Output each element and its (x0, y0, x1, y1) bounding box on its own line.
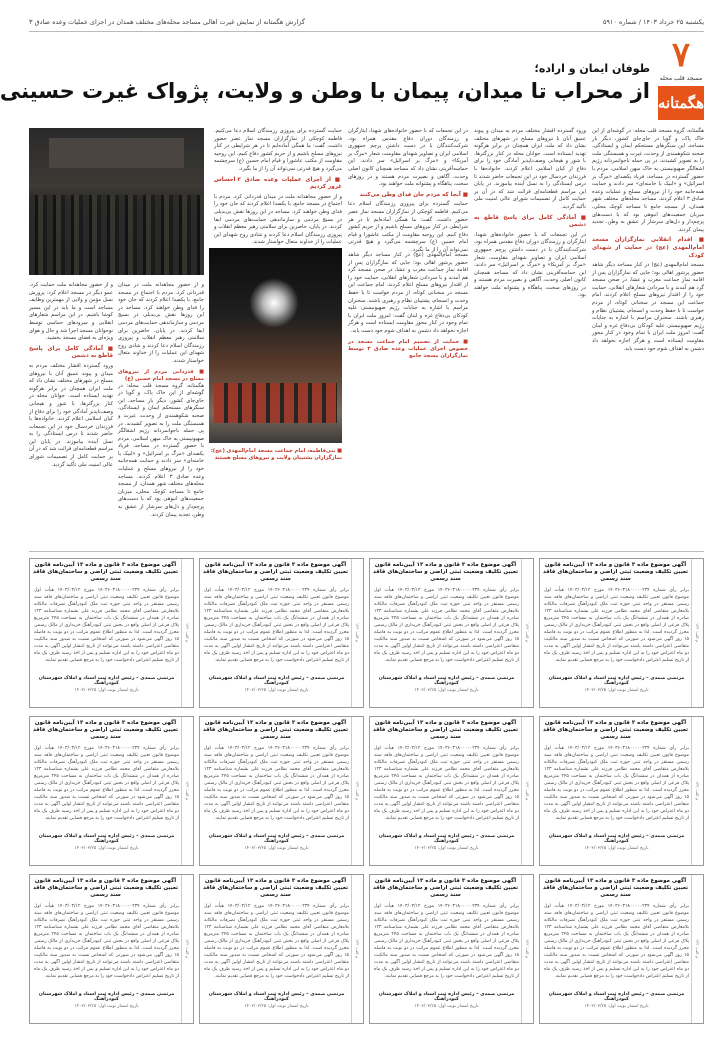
ad-title: آگهی موضوع ماده ۳ قانون و ماده ۱۳ آیین‌نامه قانون تعیین تکلیف وضعیت ثبتی اراضی و ساختمان‌های فاقد سند رسمی (542, 878, 689, 898)
ad-title: آگهی موضوع ماده ۳ قانون و ماده ۱۳ آیین‌نامه قانون تعیین تکلیف وضعیت ثبتی اراضی و ساختمان‌های فاقد سند رسمی (372, 878, 519, 898)
subheading: ■ از اجرای عملیات وعده صادق ۳ احساس غرور کردیم (214, 176, 342, 191)
legal-ad (29, 716, 194, 866)
article-text: مسجد امام‌المهدی (عج) در کنار مساجد دیگر شاهد حضور پرشور اهالی بود؛ جایی که نمازگزاران پس از اقامه نماز جماعت مغرب و عشا، در صحن مسجد گرد هم آمدند و با سردادن شعارهای انقلابی، حمایت خود را از اقتدار نیروهای مسلح اعلام کردند. امام جماعت این مسجد در سخنانی کوتاه، از مردم خواست تا با حفظ وحدت و انسجام، پشتیبان نظام و رهبری باشند. سخنران مراسم با اشاره به جنایات رژیم صهیونیستی علیه کودکان بی‌دفاع غزه و لبنان گفت: امروز ملت ایران با تمام وجود در کنار محور مقاومت ایستاده است و هرگز اجازه نخواهد داد دشمن به اهداف شوم خود دست یابد. (348, 252, 468, 334)
ad-date: تاریخ انتشار نوبت اول: ۱۴۰۳/۰۳/۲۵ (74, 1004, 139, 1009)
ad-signature: مرتضی صمدی – رئیس اداره ثبت اسناد و املاک شهرستان کبودرآهنگ (378, 676, 515, 686)
page-number: ۷ (671, 35, 691, 75)
ad-stub: م الف: ۱۴۲ (691, 559, 703, 707)
ad-title: آگهی موضوع ماده ۳ قانون و ماده ۱۳ آیین‌نامه قانون تعیین تکلیف وضعیت ثبتی اراضی و ساختمان‌های فاقد سند رسمی (372, 562, 519, 582)
ad-stub: م الف: ۱۴۲ (181, 717, 193, 865)
photo-caption: ■ قدردانی مردم از نیروهای مسلح در مسجد امام حسین (ع) (118, 368, 204, 382)
article-text: در این تجمعات که با حضور خانواده‌های شهدا، ایثارگران و رزمندگان دوران دفاع مقدس همراه بود، شرکت‌کنندگان با در دست داشتن پرچم جمهوری اسلامی ایران و تصاویر شهدای مقاومت، شعار «مرگ بر آمریکا» و «مرگ بر اسرائیل» سر دادند. این حماسه‌آفرینی نشان داد که مساجد همچنان کانون اصلی وحدت، آگاهی و بصیرت مردم هستند و در روزهای سخت، پناهگاه و پشتوانه ملت خواهند بود. (474, 231, 586, 299)
article-text: ورود گسترده اقشار مختلف مردم به میدان و پیوند عمیق آنان با نیروهای مسلح در شهرهای مختلف نشان داد که ملت ایران همچنان در برابر هرگونه تهدید ایستاده است. جوانان محله در کنار بزرگترها، با شور و هیجانی وصف‌ناپذیر آمادگی خود را برای دفاع از کیان اسلامی اعلام کردند. خانواده‌ها با فرزندان خردسال خود در این تجمعات حاضر شدند تا درس ایستادگی را به نسل آینده بیاموزند. در پایان این مراسم قطعنامه‌ای قرائت شد که در آن بر حمایت کامل از تصمیمات شورای عالی امنیت ملی تأکید گردید. (474, 128, 586, 210)
ad-signature: مرتضی صمدی – رئیس اداره ثبت اسناد و املاک شهرستان کبودرآهنگ (548, 676, 685, 686)
legal-ad (539, 716, 704, 866)
ad-signature: مرتضی صمدی – رئیس اداره ثبت اسناد و املاک شهرستان کبودرآهنگ (378, 834, 515, 844)
top-bar (29, 14, 704, 30)
section-label: مسجد قلب محله (659, 75, 703, 82)
article-text: و از حضور مجاهدانه ملت در میدان قدردانی کرد. مردم با اجتماع در مسجد جامع، با یکصدا اعلام کردند که جان خود را فدای وطن خواهند کرد. مساجد در این روزها نقش بی‌بدیلی در بسیج مردمی و سازماندهی حمایت‌های مردمی ایفا کردند. در پایان، حاضرین برای سلامتی رهبر معظم انقلاب و پیروزی رزمندگان اسلام دعا کردند و شادی روح شهدای این عملیات را از خداوند متعال خواستار شدند. (118, 282, 204, 364)
ad-body: برابر رأی شماره ۱۴۰۳۶۰۳۱۸۰۰۰۰۰۲۳۴ مورخ ۱۴۰۳/۰۳/۱۲ هیأت اول موضوع قانون تعیین تکلیف وضعیت ثبتی اراضی و ساختمان‌های فاقد سند رسمی مستقر در واحد ثبتی حوزه ثبت ملک کبودرآهنگ تصرفات مالکانه بلامعارض متقاضی آقای محمد نظامی فرزند علی بشماره شناسنامه ۱۲۳ صادره از همدان در ششدانگ یک باب ساختمان به مساحت ۲۴۵ مترمربع پلاک فرعی از اصلی واقع در بخش ثبتی کبودرآهنگ خریداری از مالک رسمی محرز گردیده است. لذا به منظور اطلاع عموم مراتب در دو نوبت به فاصله ۱۵ روز آگهی می‌شود در صورتی که اشخاص نسبت به صدور سند مالکیت متقاضی اعتراضی داشته باشند می‌توانند از تاریخ انتشار اولین آگهی به مدت دو ماه اعتراض خود را به این اداره تسلیم و پس از اخذ رسید ظرف یک ماه از تاریخ تسلیم اعتراض دادخواست خود را به مرجع قضایی تقدیم نمایند. (374, 746, 520, 821)
article-kicker: طوفان ایمان و اراده؛ (534, 62, 650, 75)
article-text: حمایت گسترده برای پیروزی رزمندگان اسلام دعا می‌کنیم. فاطمه کوچکی از نمازگزاران مسجد نماز عصر حضور داشت، گفت: ما همگی آماده‌ایم تا در هر شرایطی در کنار نیروهای مسلح باشیم و از حریم کشور دفاع کنیم. این روحیه مقاومت از مکتب عاشورا و قیام امام حسین (ع) سرچشمه می‌گیرد و هیچ قدرتی نمی‌تواند آن را از ما بگیرد. (214, 128, 342, 172)
stage-lights (249, 278, 299, 328)
ad-body: برابر رأی شماره ۱۴۰۳۶۰۳۱۸۰۰۰۰۰۲۳۴ مورخ ۱۴۰۳/۰۳/۱۲ هیأت اول موضوع قانون تعیین تکلیف وضعیت ثبتی اراضی و ساختمان‌های فاقد سند رسمی مستقر در واحد ثبتی حوزه ثبت ملک کبودرآهنگ تصرفات مالکانه بلامعارض متقاضی آقای محمد نظامی فرزند علی بشماره شناسنامه ۱۲۳ صادره از همدان در ششدانگ یک باب ساختمان به مساحت ۲۴۵ مترمربع پلاک فرعی از اصلی واقع در بخش ثبتی کبودرآهنگ خریداری از مالک رسمی محرز گردیده است. لذا به منظور اطلاع عموم مراتب در دو نوبت به فاصله ۱۵ روز آگهی می‌شود در صورتی که اشخاص نسبت به صدور سند مالکیت متقاضی اعتراضی داشته باشند می‌توانند از تاریخ انتشار اولین آگهی به مدت دو ماه اعتراض خود را به این اداره تسلیم و پس از اخذ رسید ظرف یک ماه از تاریخ تسلیم اعتراض دادخواست خود را به مرجع قضایی تقدیم نمایند. (544, 746, 690, 821)
section-badge (658, 36, 704, 120)
legal-ad (539, 874, 704, 1024)
ad-body: برابر رأی شماره ۱۴۰۳۶۰۳۱۸۰۰۰۰۰۲۳۴ مورخ ۱۴۰۳/۰۳/۱۲ هیأت اول موضوع قانون تعیین تکلیف وضعیت ثبتی اراضی و ساختمان‌های فاقد سند رسمی مستقر در واحد ثبتی حوزه ثبت ملک کبودرآهنگ تصرفات مالکانه بلامعارض متقاضی آقای محمد نظامی فرزند علی بشماره شناسنامه ۱۲۳ صادره از همدان در ششدانگ یک باب ساختمان به مساحت ۲۴۵ مترمربع پلاک فرعی از اصلی واقع در بخش ثبتی کبودرآهنگ خریداری از مالک رسمی محرز گردیده است. لذا به منظور اطلاع عموم مراتب در دو نوبت به فاصله ۱۵ روز آگهی می‌شود در صورتی که اشخاص نسبت به صدور سند مالکیت متقاضی اعتراضی داشته باشند می‌توانند از تاریخ انتشار اولین آگهی به مدت دو ماه اعتراض خود را به این اداره تسلیم و پس از اخذ رسید ظرف یک ماه از تاریخ تسلیم اعتراض دادخواست خود را به مرجع قضایی تقدیم نمایند. (204, 746, 350, 821)
ad-body: برابر رأی شماره ۱۴۰۳۶۰۳۱۸۰۰۰۰۰۲۳۴ مورخ ۱۴۰۳/۰۳/۱۲ هیأت اول موضوع قانون تعیین تکلیف وضعیت ثبتی اراضی و ساختمان‌های فاقد سند رسمی مستقر در واحد ثبتی حوزه ثبت ملک کبودرآهنگ تصرفات مالکانه بلامعارض متقاضی آقای محمد نظامی فرزند علی بشماره شناسنامه ۱۲۳ صادره از همدان در ششدانگ یک باب ساختمان به مساحت ۲۴۵ مترمربع پلاک فرعی از اصلی واقع در بخش ثبتی کبودرآهنگ خریداری از مالک رسمی محرز گردیده است. لذا به منظور اطلاع عموم مراتب در دو نوبت به فاصله ۱۵ روز آگهی می‌شود در صورتی که اشخاص نسبت به صدور سند مالکیت متقاضی اعتراضی داشته باشند می‌توانند از تاریخ انتشار اولین آگهی به مدت دو ماه اعتراض خود را به این اداره تسلیم و پس از اخذ رسید ظرف یک ماه از تاریخ تسلیم اعتراض دادخواست خود را به مرجع قضایی تقدیم نمایند. (544, 904, 690, 979)
mosque-crowd-photo (29, 128, 204, 275)
ad-body: برابر رأی شماره ۱۴۰۳۶۰۳۱۸۰۰۰۰۰۲۳۴ مورخ ۱۴۰۳/۰۳/۱۲ هیأت اول موضوع قانون تعیین تکلیف وضعیت ثبتی اراضی و ساختمان‌های فاقد سند رسمی مستقر در واحد ثبتی حوزه ثبت ملک کبودرآهنگ تصرفات مالکانه بلامعارض متقاضی آقای محمد نظامی فرزند علی بشماره شناسنامه ۱۲۳ صادره از همدان در ششدانگ یک باب ساختمان به مساحت ۲۴۵ مترمربع پلاک فرعی از اصلی واقع در بخش ثبتی کبودرآهنگ خریداری از مالک رسمی محرز گردیده است. لذا به منظور اطلاع عموم مراتب در دو نوبت به فاصله ۱۵ روز آگهی می‌شود در صورتی که اشخاص نسبت به صدور سند مالکیت متقاضی اعتراضی داشته باشند می‌توانند از تاریخ انتشار اولین آگهی به مدت دو ماه اعتراض خود را به این اداره تسلیم و پس از اخذ رسید ظرف یک ماه از تاریخ تسلیم اعتراض دادخواست خود را به مرجع قضایی تقدیم نمایند. (374, 588, 520, 663)
ad-stub: م الف: ۱۴۲ (351, 875, 363, 1023)
ad-signature: مرتضی صمدی – رئیس اداره ثبت اسناد و املاک شهرستان کبودرآهنگ (548, 992, 685, 1002)
red-chairs (214, 383, 337, 423)
ad-title: آگهی موضوع ماده ۳ قانون و ماده ۱۳ آیین‌نامه قانون تعیین تکلیف وضعیت ثبتی اراضی و ساختمان‌های فاقد سند رسمی (202, 562, 349, 582)
ad-body: برابر رأی شماره ۱۴۰۳۶۰۳۱۸۰۰۰۰۰۲۳۴ مورخ ۱۴۰۳/۰۳/۱۲ هیأت اول موضوع قانون تعیین تکلیف وضعیت ثبتی اراضی و ساختمان‌های فاقد سند رسمی مستقر در واحد ثبتی حوزه ثبت ملک کبودرآهنگ تصرفات مالکانه بلامعارض متقاضی آقای محمد نظامی فرزند علی بشماره شناسنامه ۱۲۳ صادره از همدان در ششدانگ یک باب ساختمان به مساحت ۲۴۵ مترمربع پلاک فرعی از اصلی واقع در بخش ثبتی کبودرآهنگ خریداری از مالک رسمی محرز گردیده است. لذا به منظور اطلاع عموم مراتب در دو نوبت به فاصله ۱۵ روز آگهی می‌شود در صورتی که اشخاص نسبت به صدور سند مالکیت متقاضی اعتراضی داشته باشند می‌توانند از تاریخ انتشار اولین آگهی به مدت دو ماه اعتراض خود را به این اداره تسلیم و پس از اخذ رسید ظرف یک ماه از تاریخ تسلیم اعتراض دادخواست خود را به مرجع قضایی تقدیم نمایند. (34, 588, 180, 663)
ad-date: تاریخ انتشار نوبت اول: ۱۴۰۳/۰۳/۲۵ (584, 1004, 649, 1009)
ad-date: تاریخ انتشار نوبت اول: ۱۴۰۳/۰۳/۲۵ (244, 846, 309, 851)
ad-date: تاریخ انتشار نوبت اول: ۱۴۰۳/۰۳/۲۵ (584, 688, 649, 693)
article-column-3 (348, 128, 468, 253)
ad-stub: م الف: ۱۴۲ (521, 559, 533, 707)
ad-stub: م الف: ۱۴۲ (521, 875, 533, 1023)
legal-ad (369, 558, 534, 708)
ad-title: آگهی موضوع ماده ۳ قانون و ماده ۱۳ آیین‌نامه قانون تعیین تکلیف وضعیت ثبتی اراضی و ساختمان‌های فاقد سند رسمی (32, 878, 179, 898)
ad-title: آگهی موضوع ماده ۳ قانون و ماده ۱۳ آیین‌نامه قانون تعیین تکلیف وضعیت ثبتی اراضی و ساختمان‌های فاقد سند رسمی (202, 878, 349, 898)
ad-body: برابر رأی شماره ۱۴۰۳۶۰۳۱۸۰۰۰۰۰۲۳۴ مورخ ۱۴۰۳/۰۳/۱۲ هیأت اول موضوع قانون تعیین تکلیف وضعیت ثبتی اراضی و ساختمان‌های فاقد سند رسمی مستقر در واحد ثبتی حوزه ثبت ملک کبودرآهنگ تصرفات مالکانه بلامعارض متقاضی آقای محمد نظامی فرزند علی بشماره شناسنامه ۱۲۳ صادره از همدان در ششدانگ یک باب ساختمان به مساحت ۲۴۵ مترمربع پلاک فرعی از اصلی واقع در بخش ثبتی کبودرآهنگ خریداری از مالک رسمی محرز گردیده است. لذا به منظور اطلاع عموم مراتب در دو نوبت به فاصله ۱۵ روز آگهی می‌شود در صورتی که اشخاص نسبت به صدور سند مالکیت متقاضی اعتراضی داشته باشند می‌توانند از تاریخ انتشار اولین آگهی به مدت دو ماه اعتراض خود را به این اداره تسلیم و پس از اخذ رسید ظرف یک ماه از تاریخ تسلیم اعتراض دادخواست خود را به مرجع قضایی تقدیم نمایند. (34, 904, 180, 979)
ad-date: تاریخ انتشار نوبت اول: ۱۴۰۳/۰۳/۲۵ (414, 1004, 479, 1009)
ad-date: تاریخ انتشار نوبت اول: ۱۴۰۳/۰۳/۲۵ (244, 1004, 309, 1009)
ad-body: برابر رأی شماره ۱۴۰۳۶۰۳۱۸۰۰۰۰۰۲۳۴ مورخ ۱۴۰۳/۰۳/۱۲ هیأت اول موضوع قانون تعیین تکلیف وضعیت ثبتی اراضی و ساختمان‌های فاقد سند رسمی مستقر در واحد ثبتی حوزه ثبت ملک کبودرآهنگ تصرفات مالکانه بلامعارض متقاضی آقای محمد نظامی فرزند علی بشماره شناسنامه ۱۲۳ صادره از همدان در ششدانگ یک باب ساختمان به مساحت ۲۴۵ مترمربع پلاک فرعی از اصلی واقع در بخش ثبتی کبودرآهنگ خریداری از مالک رسمی محرز گردیده است. لذا به منظور اطلاع عموم مراتب در دو نوبت به فاصله ۱۵ روز آگهی می‌شود در صورتی که اشخاص نسبت به صدور سند مالکیت متقاضی اعتراضی داشته باشند می‌توانند از تاریخ انتشار اولین آگهی به مدت دو ماه اعتراض خود را به این اداره تسلیم و پس از اخذ رسید ظرف یک ماه از تاریخ تسلیم اعتراض دادخواست خود را به مرجع قضایی تقدیم نمایند. (544, 588, 690, 663)
article-column-5 (29, 282, 113, 544)
legal-ad (29, 558, 194, 708)
article-column-1 (592, 128, 704, 543)
ad-signature: مرتضی صمدی – رئیس اداره ثبت اسناد و املاک شهرستان کبودرآهنگ (378, 992, 515, 1002)
ad-signature: مرتضی صمدی – رئیس اداره ثبت اسناد و املاک شهرستان کبودرآهنگ (548, 834, 685, 844)
subheading: ■ اقدام انقلابی نمازگزاران مسجد امام‌المهدی (عج) در حمایت از شهدای کودک (592, 237, 704, 259)
ad-body: برابر رأی شماره ۱۴۰۳۶۰۳۱۸۰۰۰۰۰۲۳۴ مورخ ۱۴۰۳/۰۳/۱۲ هیأت اول موضوع قانون تعیین تکلیف وضعیت ثبتی اراضی و ساختمان‌های فاقد سند رسمی مستقر در واحد ثبتی حوزه ثبت ملک کبودرآهنگ تصرفات مالکانه بلامعارض متقاضی آقای محمد نظامی فرزند علی بشماره شناسنامه ۱۲۳ صادره از همدان در ششدانگ یک باب ساختمان به مساحت ۲۴۵ مترمربع پلاک فرعی از اصلی واقع در بخش ثبتی کبودرآهنگ خریداری از مالک رسمی محرز گردیده است. لذا به منظور اطلاع عموم مراتب در دو نوبت به فاصله ۱۵ روز آگهی می‌شود در صورتی که اشخاص نسبت به صدور سند مالکیت متقاضی اعتراضی داشته باشند می‌توانند از تاریخ انتشار اولین آگهی به مدت دو ماه اعتراض خود را به این اداره تسلیم و پس از اخذ رسید ظرف یک ماه از تاریخ تسلیم اعتراض دادخواست خود را به مرجع قضایی تقدیم نمایند. (374, 904, 520, 979)
ad-stub: م الف: ۱۴۲ (181, 559, 193, 707)
subheading: ■ آمادگی کامل برای پاسخ قاطع به دشمن (474, 214, 586, 229)
ad-signature: مرتضی صمدی – رئیس اداره ثبت اسناد و املاک شهرستان کبودرآهنگ (208, 676, 345, 686)
ads-rule (29, 551, 704, 552)
article-column-7 (348, 252, 468, 542)
ad-stub: م الف: ۱۴۲ (691, 717, 703, 865)
photo-crowd (29, 195, 204, 275)
ad-stub: م الف: ۱۴۲ (351, 717, 363, 865)
photo-banner (49, 138, 184, 168)
ad-signature: مرتضی صمدی – رئیس اداره ثبت اسناد و املاک شهرستان کبودرآهنگ (38, 676, 175, 686)
ad-signature: مرتضی صمدی – رئیس اداره ثبت اسناد و املاک شهرستان کبودرآهنگ (38, 992, 175, 1002)
legal-ad (369, 874, 534, 1024)
article-column-2 (474, 128, 586, 543)
header-rule (29, 31, 704, 32)
article-headline: از محراب تا میدان، پیمان با وطن و ولایت، پژواک غیرت حسینی (0, 79, 650, 103)
article-text: در این تجمعات که با حضور خانواده‌های شهدا، ایثارگران و رزمندگان دوران دفاع مقدس همراه بود، شرکت‌کنندگان با در دست داشتن پرچم جمهوری اسلامی ایران و تصاویر شهدای مقاومت، شعار «مرگ بر آمریکا» و «مرگ بر اسرائیل» سر دادند. این حماسه‌آفرینی نشان داد که مساجد همچنان کانون اصلی وحدت، آگاهی و بصیرت مردم هستند و در روزهای سخت، پناهگاه و پشتوانه ملت خواهند بود. (348, 128, 468, 188)
subheading: ■ آنجا که مردم جان فدای وطن می‌کنند (359, 191, 468, 198)
legal-ad (199, 874, 364, 1024)
photo-caption: ■ حمایت از تصمیم امام جماعت مسجد در خصوص اجرای عملیات وعده صادق ۳ توسط نمازگزاران مسجد جامع (348, 338, 468, 359)
ad-date: تاریخ انتشار نوبت اول: ۱۴۰۳/۰۳/۲۵ (584, 846, 649, 851)
ad-date: تاریخ انتشار نوبت اول: ۱۴۰۳/۰۳/۲۵ (414, 688, 479, 693)
ad-title: آگهی موضوع ماده ۳ قانون و ماده ۱۳ آیین‌نامه قانون تعیین تکلیف وضعیت ثبتی اراضی و ساختمان‌های فاقد سند رسمی (32, 562, 179, 582)
ad-title: آگهی موضوع ماده ۳ قانون و ماده ۱۳ آیین‌نامه قانون تعیین تکلیف وضعیت ثبتی اراضی و ساختمان‌های فاقد سند رسمی (202, 720, 349, 740)
article-text: حمایت گسترده برای پیروزی رزمندگان اسلام دعا می‌کنیم. فاطمه کوچکی از نمازگزاران مسجد نماز عصر حضور داشت، گفت: ما همگی آماده‌ایم تا در هر شرایطی در کنار نیروهای مسلح باشیم و از حریم کشور دفاع کنیم. این روحیه مقاومت از مکتب عاشورا و قیام امام حسین (ع) سرچشمه می‌گیرد و هیچ قدرتی نمی‌تواند آن را از ما بگیرد. (348, 201, 468, 253)
ad-title: آگهی موضوع ماده ۳ قانون و ماده ۱۳ آیین‌نامه قانون تعیین تکلیف وضعیت ثبتی اراضی و ساختمان‌های فاقد سند رسمی (542, 562, 689, 582)
article-text: ورود گسترده اقشار مختلف مردم به میدان و پیوند عمیق آنان با نیروهای مسلح در شهرهای مختلف نشان داد که ملت ایران همچنان در برابر هرگونه تهدید ایستاده است. جوانان محله در کنار بزرگترها، با شور و هیجانی وصف‌ناپذیر آمادگی خود را برای دفاع از کیان اسلامی اعلام کردند. خانواده‌ها با فرزندان خردسال خود در این تجمعات حاضر شدند تا درس ایستادگی را به نسل آینده بیاموزند. در پایان این مراسم قطعنامه‌ای قرائت شد که در آن بر حمایت کامل از تصمیمات شورای عالی امنیت ملی تأکید گردید. (29, 362, 113, 468)
newspaper-logo: هگمتانه (658, 86, 704, 120)
legal-ads-grid (29, 558, 704, 1030)
ad-stub: م الف: ۱۴۲ (691, 875, 703, 1023)
article-text: هگمتانه، گروه مسجد قلب محله: در گوشه‌ای از این خاک پاک، و گویا در جای‌جای کشور، دیگر بار مساجد، این سنگرهای مستحکم ایمان و ایستادگی، صحنه شکوهمندی از وحدت، غیرت و همبستگی ملت را به تصویر کشیدند. در پی حمله ناجوانمردانه رژیم اشغالگر صهیونیستی به خاک میهن اسلامی، مردم با حضور گسترده در مساجد، فریاد یکصدای «مرگ بر اسرائیل» و «لبیک یا خامنه‌ای» سر دادند و حمایت همه‌جانبه خود را از نیروهای مسلح و عملیات وعده صادق ۳ اعلام کردند. مساجد محله‌های مختلف شهر همدان، از مسجد جامع تا مساجد کوچک محلی، میزبان جمعیت‌های انبوهی بود که با دست‌های پرچم‌دار و دل‌های سرشار از عشق به وطن، تجدید پیمان کردند. (592, 128, 704, 233)
article-text: و از حضور مجاهدانه ملت حمایت کرد. عمو دیگر در مسجد اعلام کرد: پرورش نسل مؤمن و ولایی از مهمترین وظایف مساجد است و ما باید در این مسیر کوشا باشیم. در این مراسم شعارهای انقلابی و سرودهای حماسی توسط نوجوانان مسجد اجرا شد و حال و هوای ویژه‌ای به فضای مسجد بخشید. (29, 282, 113, 342)
issue-info: یکشنبه ۲۵ خرداد ۱۴۰۳ / شماره ۵۹۱۰ (602, 18, 704, 26)
ad-body: برابر رأی شماره ۱۴۰۳۶۰۳۱۸۰۰۰۰۰۲۳۴ مورخ ۱۴۰۳/۰۳/۱۲ هیأت اول موضوع قانون تعیین تکلیف وضعیت ثبتی اراضی و ساختمان‌های فاقد سند رسمی مستقر در واحد ثبتی حوزه ثبت ملک کبودرآهنگ تصرفات مالکانه بلامعارض متقاضی آقای محمد نظامی فرزند علی بشماره شناسنامه ۱۲۳ صادره از همدان در ششدانگ یک باب ساختمان به مساحت ۲۴۵ مترمربع پلاک فرعی از اصلی واقع در بخش ثبتی کبودرآهنگ خریداری از مالک رسمی محرز گردیده است. لذا به منظور اطلاع عموم مراتب در دو نوبت به فاصله ۱۵ روز آگهی می‌شود در صورتی که اشخاص نسبت به صدور سند مالکیت متقاضی اعتراضی داشته باشند می‌توانند از تاریخ انتشار اولین آگهی به مدت دو ماه اعتراض خود را به این اداره تسلیم و پس از اخذ رسید ظرف یک ماه از تاریخ تسلیم اعتراض دادخواست خود را به مرجع قضایی تقدیم نمایند. (34, 746, 180, 821)
legal-ad (29, 874, 194, 1024)
ad-stub: م الف: ۱۴۲ (351, 559, 363, 707)
ad-stub: م الف: ۱۴۲ (521, 717, 533, 865)
ad-signature: مرتضی صمدی – رئیس اداره ثبت اسناد و املاک شهرستان کبودرآهنگ (38, 834, 175, 844)
night-gathering-photo (209, 248, 342, 443)
article-text: و از حضور مجاهدانه ملت در میدان قدردانی کرد. مردم با اجتماع در مسجد جامع، با یکصدا اعلام کردند که جان خود را فدای وطن خواهند کرد. مساجد در این روزها نقش بی‌بدیلی در بسیج مردمی و سازماندهی حمایت‌های مردمی ایفا کردند. در پایان، حاضرین برای سلامتی رهبر معظم انقلاب و پیروزی رزمندگان اسلام دعا کردند و شادی روح شهدای این عملیات را از خداوند متعال خواستار شدند. (214, 193, 342, 246)
article-column-6 (118, 282, 204, 544)
article-text: مسجد امام‌المهدی (عج) در کنار مساجد دیگر شاهد حضور پرشور اهالی بود؛ جایی که نمازگزاران پس از اقامه نماز جماعت مغرب و عشا، در صحن مسجد گرد هم آمدند و با سردادن شعارهای انقلابی، حمایت خود را از اقتدار نیروهای مسلح اعلام کردند. امام جماعت این مسجد در سخنانی کوتاه، از مردم خواست تا با حفظ وحدت و انسجام، پشتیبان نظام و رهبری باشند. سخنران مراسم با اشاره به جنایات رژیم صهیونیستی علیه کودکان بی‌دفاع غزه و لبنان گفت: امروز ملت ایران با تمام وجود در کنار محور مقاومت ایستاده است و هرگز اجازه نخواهد داد دشمن به اهداف شوم خود دست یابد. (592, 262, 704, 352)
legal-ad (199, 716, 364, 866)
ad-title: آگهی موضوع ماده ۳ قانون و ماده ۱۳ آیین‌نامه قانون تعیین تکلیف وضعیت ثبتی اراضی و ساختمان‌های فاقد سند رسمی (32, 720, 179, 740)
legal-ad (369, 716, 534, 866)
legal-ad (539, 558, 704, 708)
ad-date: تاریخ انتشار نوبت اول: ۱۴۰۳/۰۳/۲۵ (74, 688, 139, 693)
subheading: ■ آمادگی کامل برای پاسخ قاطع به دشمن (29, 345, 113, 360)
photo-caption: ■ بنی‌فاطمه، امام جماعت مسجد امام‌المهدی (عج): نمازگزاران پشتیبان ولایت و نیروهای مسلح هستند (210, 448, 342, 461)
ad-body: برابر رأی شماره ۱۴۰۳۶۰۳۱۸۰۰۰۰۰۲۳۴ مورخ ۱۴۰۳/۰۳/۱۲ هیأت اول موضوع قانون تعیین تکلیف وضعیت ثبتی اراضی و ساختمان‌های فاقد سند رسمی مستقر در واحد ثبتی حوزه ثبت ملک کبودرآهنگ تصرفات مالکانه بلامعارض متقاضی آقای محمد نظامی فرزند علی بشماره شناسنامه ۱۲۳ صادره از همدان در ششدانگ یک باب ساختمان به مساحت ۲۴۵ مترمربع پلاک فرعی از اصلی واقع در بخش ثبتی کبودرآهنگ خریداری از مالک رسمی محرز گردیده است. لذا به منظور اطلاع عموم مراتب در دو نوبت به فاصله ۱۵ روز آگهی می‌شود در صورتی که اشخاص نسبت به صدور سند مالکیت متقاضی اعتراضی داشته باشند می‌توانند از تاریخ انتشار اولین آگهی به مدت دو ماه اعتراض خود را به این اداره تسلیم و پس از اخذ رسید ظرف یک ماه از تاریخ تسلیم اعتراض دادخواست خود را به مرجع قضایی تقدیم نمایند. (204, 588, 350, 663)
article-column-4 (214, 128, 342, 246)
ad-date: تاریخ انتشار نوبت اول: ۱۴۰۳/۰۳/۲۵ (74, 846, 139, 851)
article-text: هگمتانه، گروه مسجد قلب محله: در گوشه‌ای از این خاک پاک، و گویا در جای‌جای کشور، دیگر بار مساجد، این سنگرهای مستحکم ایمان و ایستادگی، صحنه شکوهمندی از وحدت، غیرت و همبستگی ملت را به تصویر کشیدند. در پی حمله ناجوانمردانه رژیم اشغالگر صهیونیستی به خاک میهن اسلامی، مردم با حضور گسترده در مساجد، فریاد یکصدای «مرگ بر اسرائیل» و «لبیک یا خامنه‌ای» سر دادند و حمایت همه‌جانبه خود را از نیروهای مسلح و عملیات وعده صادق ۳ اعلام کردند. مساجد محله‌های مختلف شهر همدان، از مسجد جامع تا مساجد کوچک محلی، میزبان جمعیت‌های انبوهی بود که با دست‌های پرچم‌دار و دل‌های سرشار از عشق به وطن، تجدید پیمان کردند. (118, 382, 204, 518)
ad-stub: م الف: ۱۴۲ (181, 875, 193, 1023)
legal-ad (199, 558, 364, 708)
ad-title: آگهی موضوع ماده ۳ قانون و ماده ۱۳ آیین‌نامه قانون تعیین تکلیف وضعیت ثبتی اراضی و ساختمان‌های فاقد سند رسمی (542, 720, 689, 740)
ad-body: برابر رأی شماره ۱۴۰۳۶۰۳۱۸۰۰۰۰۰۲۳۴ مورخ ۱۴۰۳/۰۳/۱۲ هیأت اول موضوع قانون تعیین تکلیف وضعیت ثبتی اراضی و ساختمان‌های فاقد سند رسمی مستقر در واحد ثبتی حوزه ثبت ملک کبودرآهنگ تصرفات مالکانه بلامعارض متقاضی آقای محمد نظامی فرزند علی بشماره شناسنامه ۱۲۳ صادره از همدان در ششدانگ یک باب ساختمان به مساحت ۲۴۵ مترمربع پلاک فرعی از اصلی واقع در بخش ثبتی کبودرآهنگ خریداری از مالک رسمی محرز گردیده است. لذا به منظور اطلاع عموم مراتب در دو نوبت به فاصله ۱۵ روز آگهی می‌شود در صورتی که اشخاص نسبت به صدور سند مالکیت متقاضی اعتراضی داشته باشند می‌توانند از تاریخ انتشار اولین آگهی به مدت دو ماه اعتراض خود را به این اداره تسلیم و پس از اخذ رسید ظرف یک ماه از تاریخ تسلیم اعتراض دادخواست خود را به مرجع قضایی تقدیم نمایند. (204, 904, 350, 979)
ad-signature: مرتضی صمدی – رئیس اداره ثبت اسناد و املاک شهرستان کبودرآهنگ (208, 834, 345, 844)
ad-date: تاریخ انتشار نوبت اول: ۱۴۰۳/۰۳/۲۵ (414, 846, 479, 851)
header-summary: گزارش هگمتانه از نمایش غیرت اهالی مساجد محله‌های مختلف همدان در اجرای عملیات وعده صادق ۳ (29, 18, 305, 26)
ad-signature: مرتضی صمدی – رئیس اداره ثبت اسناد و املاک شهرستان کبودرآهنگ (208, 992, 345, 1002)
ad-title: آگهی موضوع ماده ۳ قانون و ماده ۱۳ آیین‌نامه قانون تعیین تکلیف وضعیت ثبتی اراضی و ساختمان‌های فاقد سند رسمی (372, 720, 519, 740)
ad-date: تاریخ انتشار نوبت اول: ۱۴۰۳/۰۳/۲۵ (244, 688, 309, 693)
